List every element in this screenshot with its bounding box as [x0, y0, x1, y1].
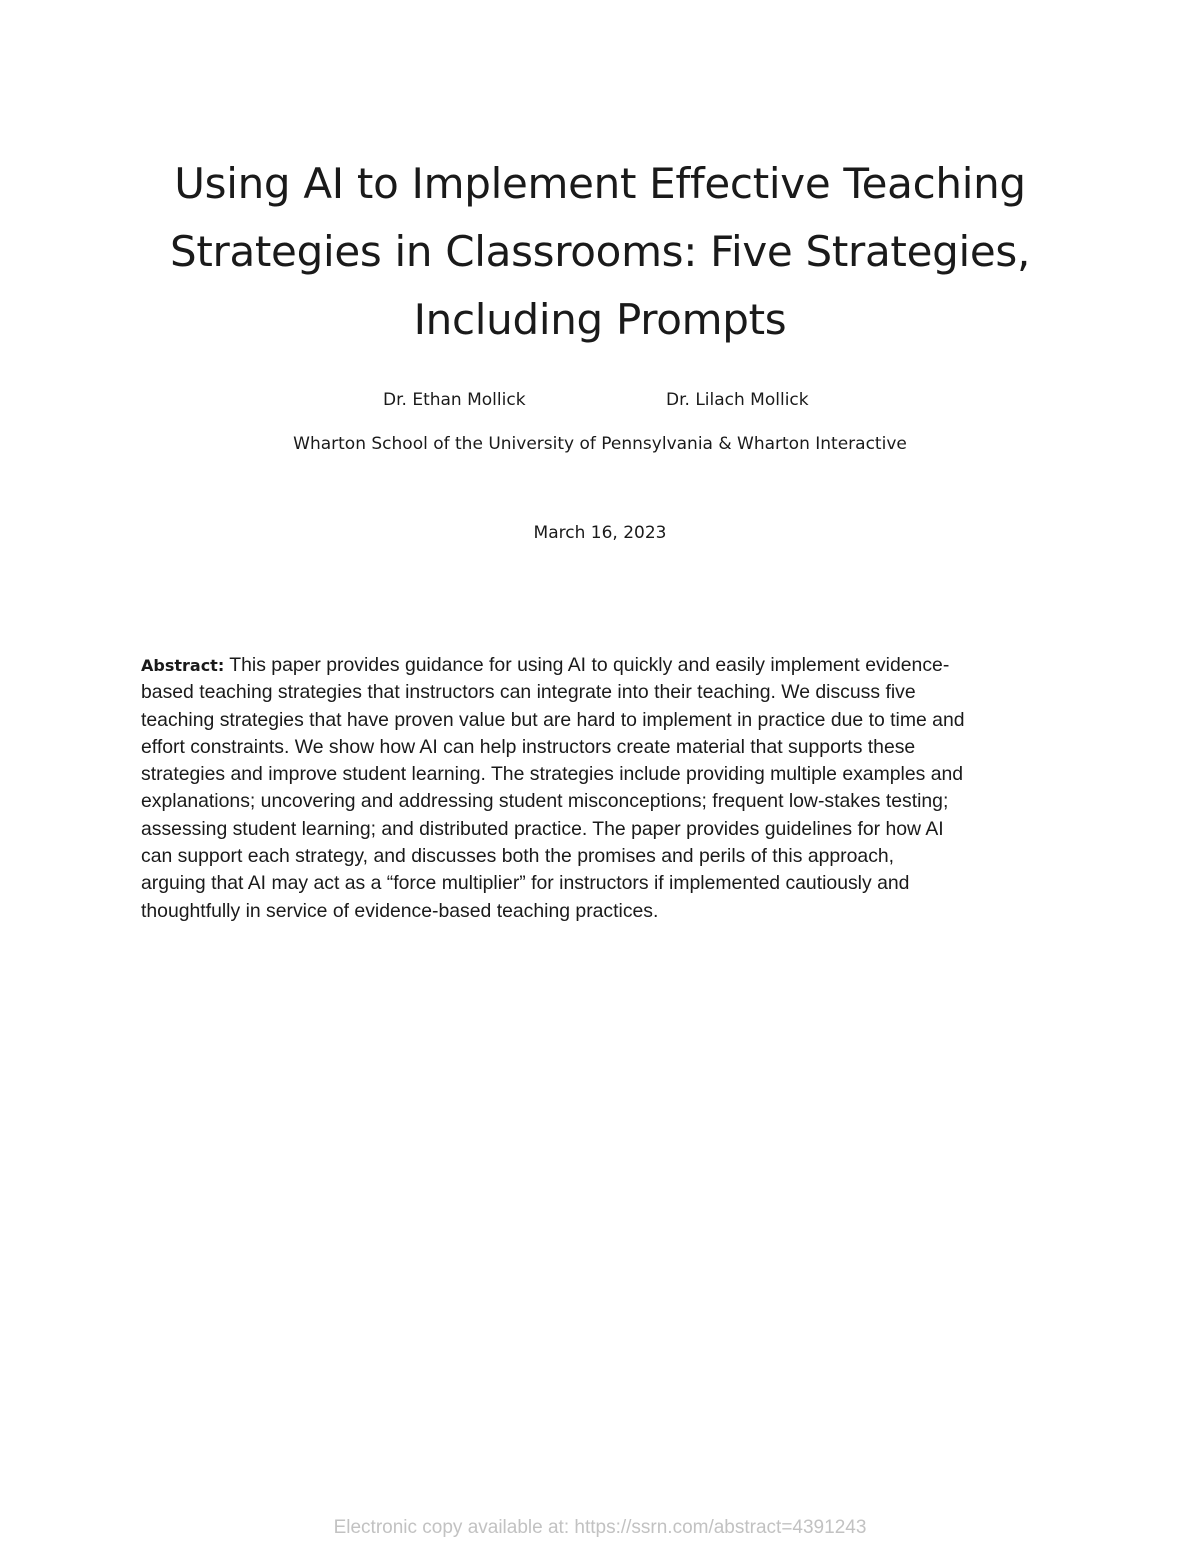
author-name: Dr. Lilach Mollick — [666, 390, 809, 410]
abstract-line: teaching strategies that have proven value but are hard to implement in practice due to time and — [141, 708, 965, 731]
publication-date: March 16, 2023 — [533, 523, 667, 543]
abstract-line: effort constraints. We show how AI can help instructors create material that supports these — [141, 735, 916, 758]
author-name: Dr. Ethan Mollick — [383, 390, 526, 410]
abstract-line: based teaching strategies that instructors can integrate into their teaching. We discuss five — [141, 681, 916, 704]
abstract-line: arguing that AI may act as a “force multiplier” for instructors if implemented cautiously and — [141, 872, 910, 895]
abstract-line: can support each strategy, and discusses both the promises and perils of this approach, — [141, 845, 895, 868]
ssrn-footer-watermark: Electronic copy available at: https://ssrn.com/abstract=4391243 — [333, 1517, 867, 1538]
author-affiliation: Wharton School of the University of Pennsylvania & Wharton Interactive — [293, 434, 907, 454]
abstract-line: thoughtfully in service of evidence-based teaching practices. — [141, 899, 659, 922]
abstract-line — [141, 652, 1061, 679]
title-line: Strategies in Classrooms: Five Strategies, — [169, 227, 1031, 276]
abstract — [141, 652, 1061, 925]
abstract-label: Abstract: — [141, 656, 225, 675]
paper-title — [140, 150, 1060, 354]
abstract-text: This paper provides guidance for using AI to quickly and easily implement evidence- — [224, 654, 950, 676]
abstract-line: strategies and improve student learning. The strategies include providing multiple examples and — [141, 763, 964, 786]
abstract-line: explanations; uncovering and addressing student misconceptions; frequent low-stakes testing; — [141, 790, 949, 813]
abstract-line: assessing student learning; and distributed practice. The paper provides guidelines for how AI — [141, 817, 944, 840]
title-line: Using AI to Implement Effective Teaching — [174, 159, 1026, 208]
title-line: Including Prompts — [413, 295, 787, 344]
